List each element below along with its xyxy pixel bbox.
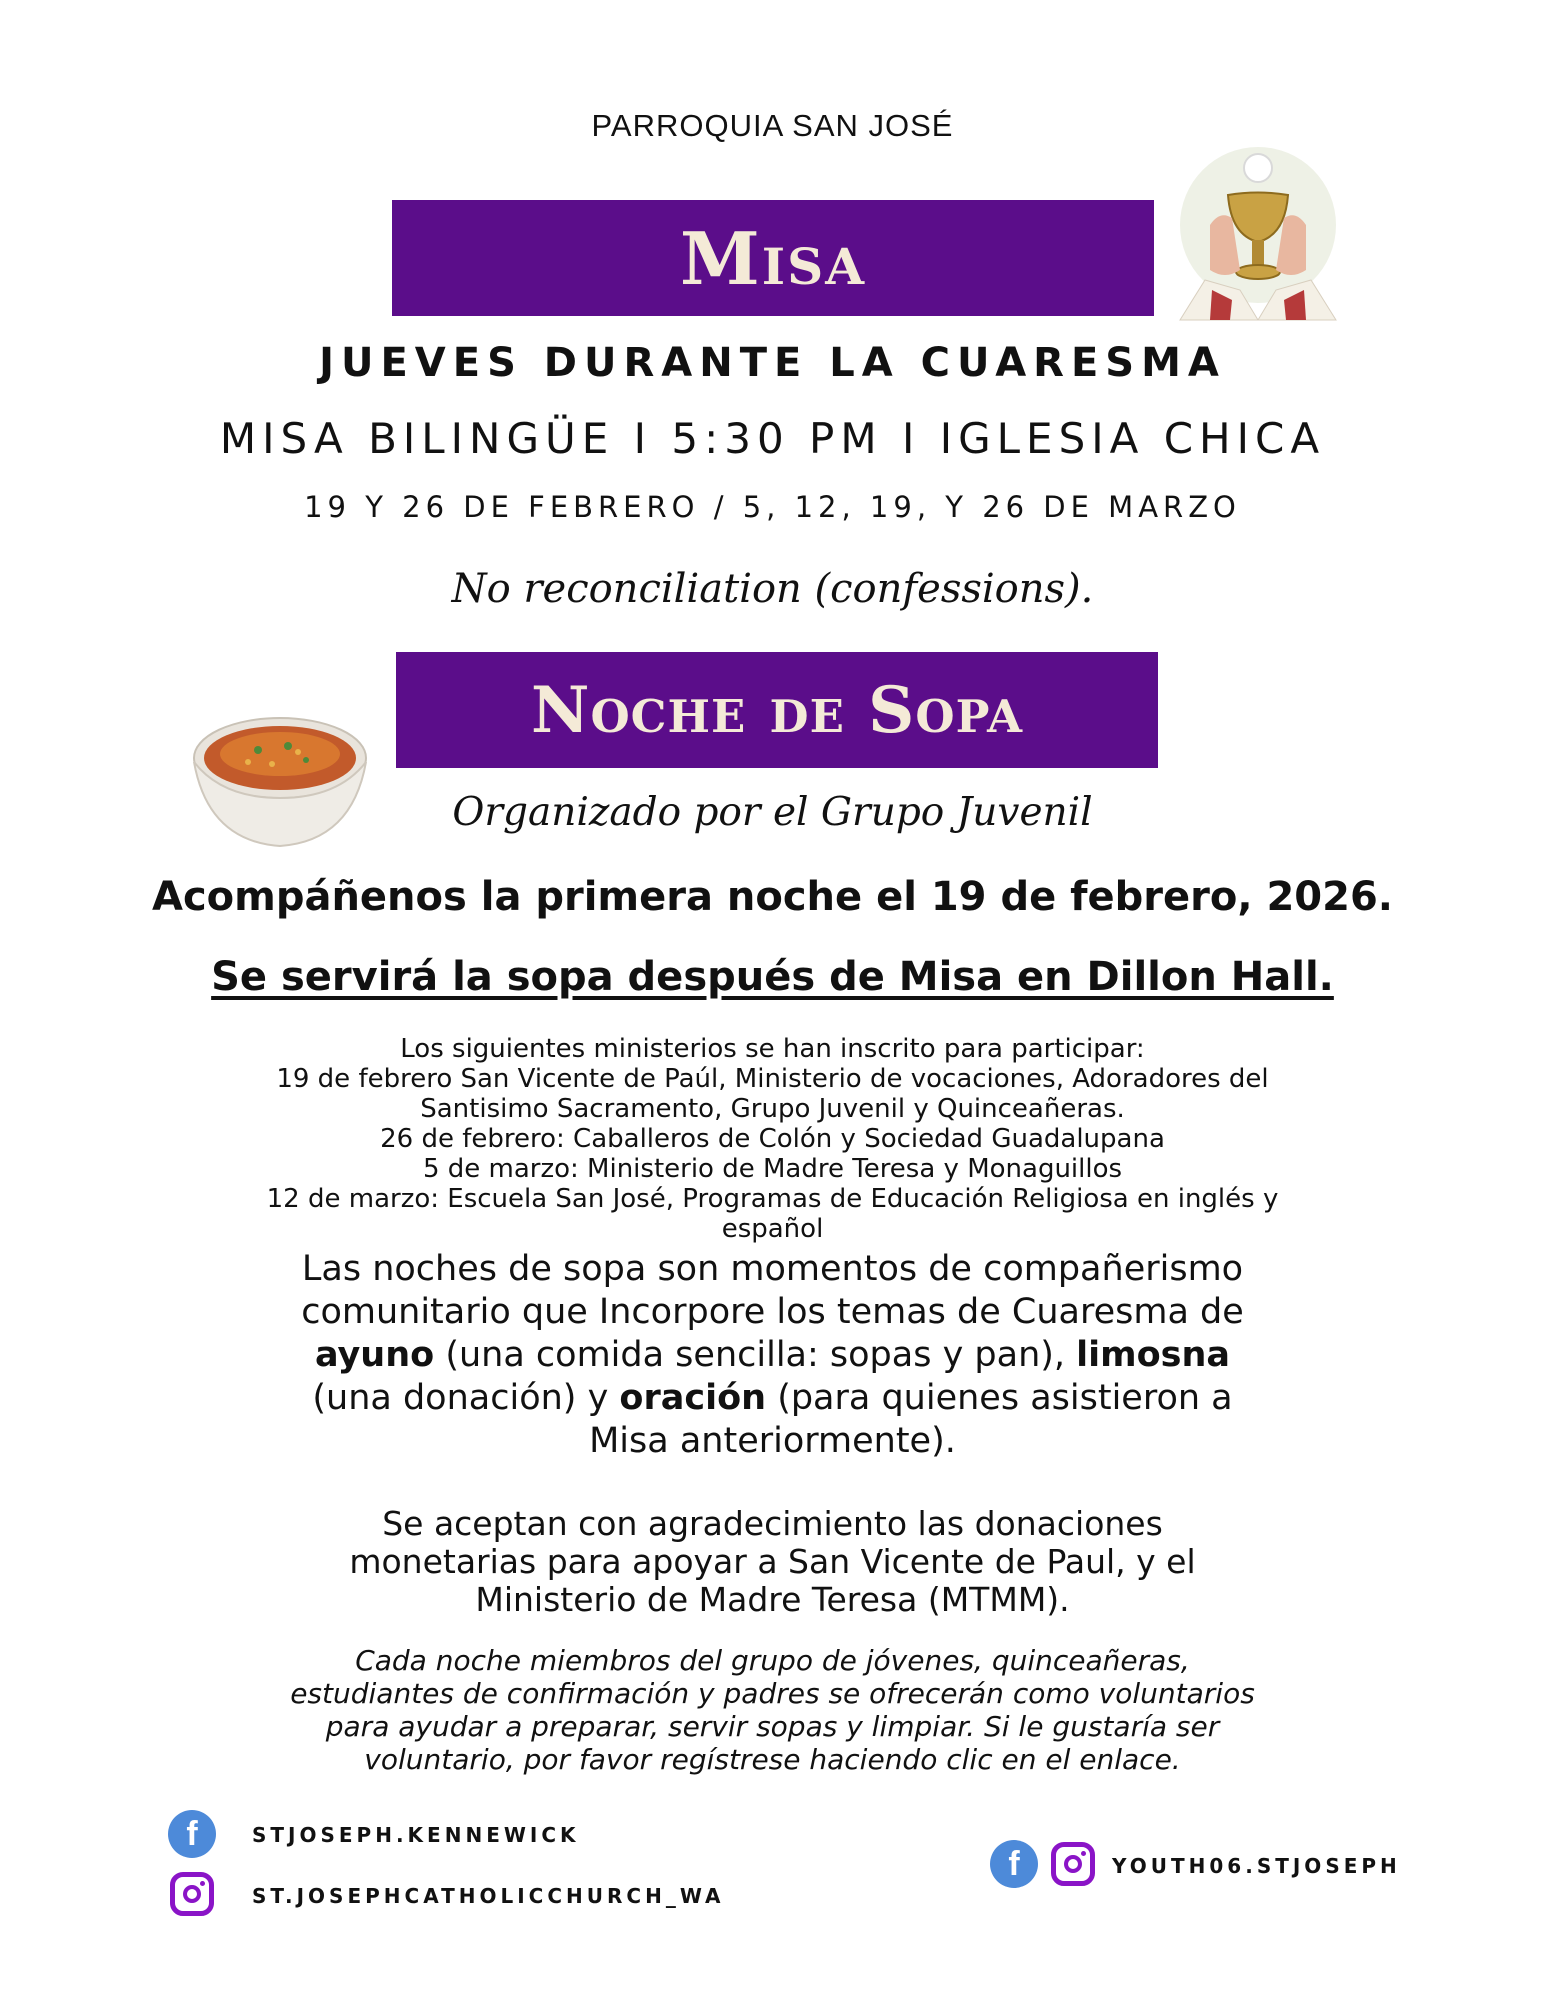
chalice-illustration	[1170, 140, 1340, 325]
donations-line: Ministerio de Madre Teresa (MTMM).	[475, 1580, 1070, 1619]
ministries-line: 12 de marzo: Escuela San José, Programas de Educación Religiosa en inglés y	[266, 1184, 1279, 1214]
ministries-line: 26 de febrero: Caballeros de Colón y Sociedad Guadalupana	[380, 1124, 1165, 1154]
description-line	[0, 1334, 1545, 1377]
facebook-handle[interactable]: STJOSEPH.KENNEWICK	[252, 1823, 580, 1847]
instagram-icon[interactable]	[170, 1872, 214, 1916]
donations-line: Se aceptan con agradecimiento las donaciones	[382, 1504, 1163, 1543]
description-line: comunitario que Incorpore los temas de Cuaresma de	[301, 1292, 1244, 1332]
lent-thursdays-heading: JUEVES DURANTE LA CUARESMA	[319, 340, 1226, 386]
ministries-list	[0, 1034, 1545, 1244]
description-line: Misa anteriormente).	[589, 1421, 956, 1461]
donations-note	[0, 1505, 1545, 1619]
confession-note: No reconciliation (confessions).	[451, 566, 1094, 612]
mass-details: MISA BILINGÜE I 5:30 PM I IGLESIA CHICA	[219, 414, 1326, 463]
description-line: Las noches de sopa son momentos de compañerismo	[301, 1249, 1244, 1289]
donations-line: monetarias para apoyar a San Vicente de Paul, y el	[349, 1542, 1196, 1581]
parish-name: PARROQUIA SAN JOSÉ	[591, 108, 954, 143]
organized-by: Organizado por el Grupo Juvenil	[452, 790, 1093, 835]
limosna-text: (una donación) y	[312, 1378, 620, 1418]
volunteer-line: Cada noche miembros del grupo de jóvenes, quinceañeras,	[355, 1644, 1190, 1677]
misa-banner: Misa	[392, 200, 1154, 316]
ayuno-keyword: ayuno	[314, 1335, 435, 1375]
oracion-text: (para quienes asistieron a	[766, 1378, 1233, 1418]
instagram-handle[interactable]: ST.JOSEPHCATHOLICCHURCH_WA	[252, 1884, 725, 1908]
ministries-line: español	[721, 1214, 824, 1244]
description-line	[0, 1377, 1545, 1420]
first-night-invitation: Acompáñenos la primera noche el 19 de febrero, 2026.	[151, 874, 1393, 920]
soup-night-banner: Noche de Sopa	[396, 652, 1158, 768]
volunteer-note	[0, 1644, 1545, 1776]
mass-dates: 19 Y 26 DE FEBRERO / 5, 12, 19, Y 26 DE MARZO	[304, 490, 1241, 524]
facebook-icon[interactable]: f	[168, 1810, 216, 1858]
youth-facebook-icon[interactable]: f	[990, 1840, 1038, 1888]
volunteer-line: estudiantes de confirmación y padres se ofrecerán como voluntarios	[290, 1677, 1255, 1710]
ministries-line: 19 de febrero San Vicente de Paúl, Ministerio de vocaciones, Adoradores del	[276, 1064, 1269, 1094]
volunteer-line[interactable]: voluntario, por favor regístrese haciendo clic en el enlace.	[364, 1743, 1181, 1776]
ministries-line: Santisimo Sacramento, Grupo Juvenil y Quinceañeras.	[420, 1094, 1125, 1124]
oracion-keyword: oración	[619, 1378, 767, 1418]
volunteer-line: para ayudar a preparar, servir sopas y limpiar. Si le gustaría ser	[325, 1710, 1220, 1743]
ayuno-text: (una comida sencilla: sopas y pan),	[434, 1335, 1077, 1375]
ministries-line: Los siguientes ministerios se han inscrito para participar:	[400, 1034, 1145, 1064]
ministries-line: 5 de marzo: Ministerio de Madre Teresa y Monaguillos	[422, 1154, 1123, 1184]
limosna-keyword: limosna	[1076, 1335, 1231, 1375]
soup-night-description	[0, 1248, 1545, 1463]
soup-served-note[interactable]: Se servirá la sopa después de Misa en Dillon Hall.	[211, 954, 1334, 1000]
youth-handle[interactable]: YOUTH06.STJOSEPH	[1112, 1854, 1401, 1878]
youth-instagram-icon[interactable]	[1051, 1842, 1095, 1886]
